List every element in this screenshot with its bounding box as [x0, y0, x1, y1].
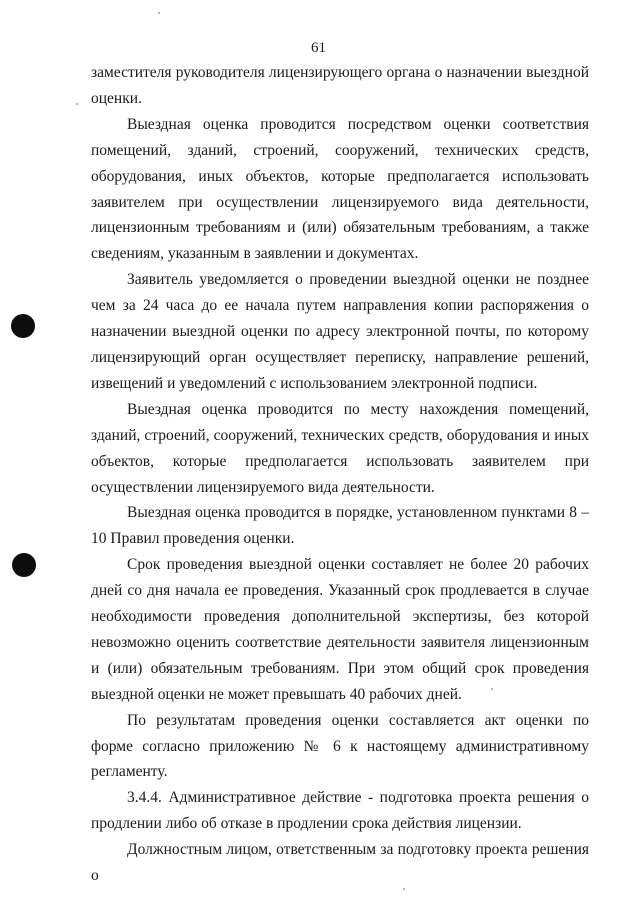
- paragraph: Срок проведения выездной оценки составляет не более 20 рабочих дней со дня начала ее проведения. Указанный срок продлевается в случае необходимости проведения дополнительной экспертизы, без которой невозможно оценить соответствие деятельности заявителя лицензионным и (или) обязательным требованиям. При этом общий срок проведения выездной оценки не может превышать 40 рабочих дней.: [91, 556, 589, 703]
- scan-speck: [158, 12, 160, 14]
- paragraph: Заявитель уведомляется о проведении выездной оценки не позднее чем за 24 часа до ее начала путем направления копии распоряжения о назначении выездной оценки по адресу электронной почты, по которому лицензирующий орган осуществляет переписку, направление решений, извещений и уведомлений с использованием электронной подписи.: [91, 271, 589, 392]
- hole-punch-bottom: [12, 553, 36, 577]
- paragraph: Должностным лицом, ответственным за подготовку проекта решения о: [91, 841, 589, 885]
- hole-punch-top: [11, 314, 35, 338]
- paragraph: По результатам проведения оценки составляется акт оценки по форме согласно приложению № 6 к настоящему административному регламенту.: [91, 711, 589, 781]
- document-body: [91, 60, 589, 889]
- paragraph: Выездная оценка проводится по месту нахождения помещений, зданий, строений, сооружений, технических средств, оборудования и иных объектов, которые предполагается использовать заявителем при осуществлении лицензируемого вида деятельности.: [91, 400, 589, 496]
- paragraph-continuation: заместителя руководителя лицензирующего органа о назначении выездной оценки.: [91, 64, 589, 107]
- paragraph: Выездная оценка проводится посредством оценки соответствия помещений, зданий, строений, сооружений, технических средств, оборудования, иных объектов, которые предполагается использовать заявителем при осуществлении лицензируемого вида деятельности, лицензионным требованиям и (или) обязательным требованиям, а также сведениям, указанным в заявлении и документах.: [91, 115, 589, 263]
- page-number: 61: [311, 40, 326, 56]
- paragraph: Выездная оценка проводится в порядке, установленном пунктами 8 – 10 Правил проведения оценки.: [91, 504, 589, 548]
- section-heading-paragraph: 3.4.4. Административное действие - подготовка проекта решения о продлении либо об отказе в продлении срока действия лицензии.: [91, 789, 589, 833]
- scan-speck: [76, 103, 78, 105]
